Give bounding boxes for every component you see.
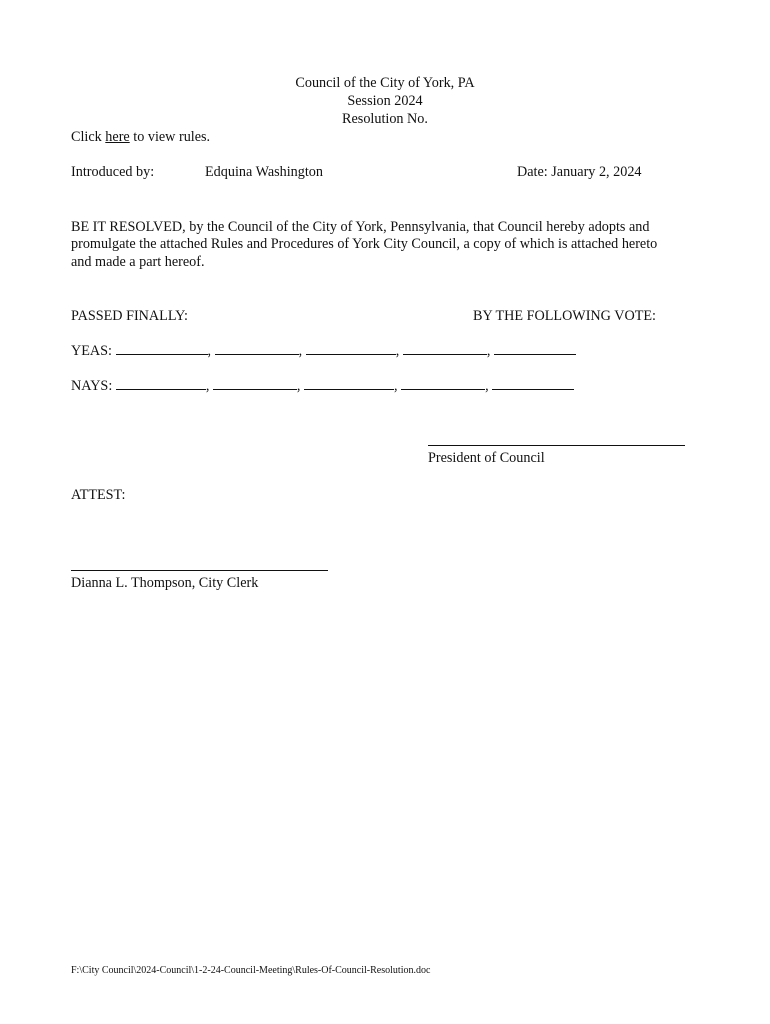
yeas-row xyxy=(71,342,576,360)
clerk-signature-line[interactable] xyxy=(71,570,328,571)
rules-link[interactable]: here xyxy=(105,129,130,145)
passed-finally-label: PASSED FINALLY: xyxy=(71,308,188,324)
rules-link-prefix: Click xyxy=(71,129,106,145)
introducer-name: Edquina Washington xyxy=(205,164,323,180)
session-heading: Session 2024 xyxy=(347,93,423,109)
yeas-blank-3[interactable] xyxy=(306,342,396,355)
attest-label: ATTEST: xyxy=(71,487,126,503)
nays-blank-4[interactable] xyxy=(401,377,485,390)
vote-separator: , xyxy=(205,378,210,394)
resolution-text-line-3: and made a part hereof. xyxy=(71,254,205,270)
vote-separator: , xyxy=(485,378,489,394)
vote-separator: , xyxy=(394,378,398,394)
rules-link-line xyxy=(71,128,210,146)
president-title: President of Council xyxy=(428,450,545,466)
file-path-footer: F:\City Council\2024-Council\1-2-24-Council-Meeting\Rules-Of-Council-Resolution.doc xyxy=(71,965,431,976)
vote-separator: , xyxy=(296,378,301,394)
nays-row xyxy=(71,377,574,395)
clerk-name: Dianna L. Thompson, City Clerk xyxy=(71,575,259,591)
yeas-blank-4[interactable] xyxy=(403,342,487,355)
vote-label: BY THE FOLLOWING VOTE: xyxy=(473,308,656,324)
nays-blank-2[interactable] xyxy=(213,377,297,390)
vote-separator: , xyxy=(395,343,400,359)
vote-separator: , xyxy=(486,343,491,359)
introduced-date: Date: January 2, 2024 xyxy=(517,164,642,180)
resolution-text-line-2: promulgate the attached Rules and Procedures of York City Council, a copy of which is attached hereto xyxy=(71,236,658,252)
rules-link-suffix: to view rules. xyxy=(129,129,211,145)
yeas-blank-1[interactable] xyxy=(116,342,208,355)
resolution-text-line-1: BE IT RESOLVED, by the Council of the City of York, Pennsylvania, that Council hereby adopts and xyxy=(71,219,650,235)
vote-separator: , xyxy=(207,343,212,359)
vote-separator: , xyxy=(298,343,303,359)
yeas-blank-2[interactable] xyxy=(215,342,299,355)
nays-blank-3[interactable] xyxy=(304,377,394,390)
resolution-number-heading: Resolution No. xyxy=(342,111,428,127)
nays-blank-1[interactable] xyxy=(116,377,206,390)
nays-blank-5[interactable] xyxy=(492,377,574,390)
yeas-blank-5[interactable] xyxy=(494,342,576,355)
introduced-by-label: Introduced by: xyxy=(71,164,155,180)
nays-label: NAYS: xyxy=(71,378,113,394)
president-signature-line[interactable] xyxy=(428,445,685,446)
yeas-label: YEAS: xyxy=(71,343,112,359)
council-heading: Council of the City of York, PA xyxy=(295,75,475,91)
